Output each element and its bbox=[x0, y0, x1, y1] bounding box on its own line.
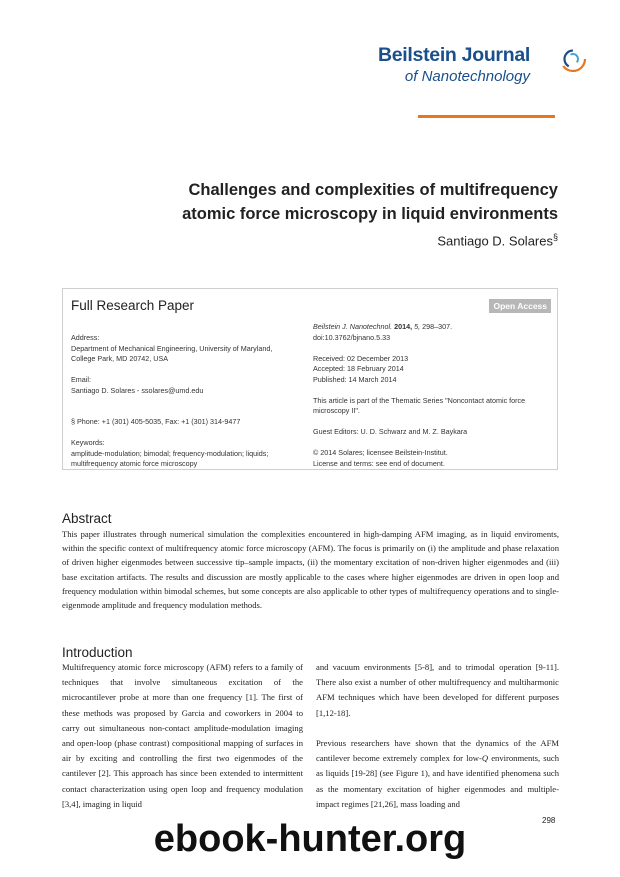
doi-link[interactable]: doi:10.3762/bjnano.5.33 bbox=[313, 332, 391, 342]
email-line[interactable]: Santiago D. Solares - ssolares@umd.edu bbox=[71, 385, 204, 395]
journal-title: Beilstein Journal bbox=[377, 44, 530, 66]
email-label: Email: bbox=[71, 375, 91, 384]
keywords-label: Keywords: bbox=[71, 438, 105, 447]
citation-volume: 5, bbox=[414, 322, 421, 331]
paper-type: Full Research Paper bbox=[71, 298, 195, 313]
intro-paragraph: Previous researchers have shown that the dynamics of the AFM cantilever become extremely complex for low-Q environments, such as liquids [19-28] (see Figure 1), and have identified phenomena such as the momentary excitation of higher eigenmodes and multiple-impact regimes [21,26], mass loading and bbox=[316, 738, 559, 809]
published-date: Published: 14 March 2014 bbox=[313, 374, 397, 384]
journal-subtitle: of Nanotechnology bbox=[404, 68, 530, 85]
license-line: License and terms: see end of document. bbox=[313, 458, 445, 468]
citation-year: 2014, bbox=[394, 322, 413, 331]
author-name: Santiago D. Solares bbox=[437, 233, 553, 249]
logo-swirl-icon bbox=[558, 44, 588, 74]
intro-right-column bbox=[316, 660, 559, 812]
abstract-heading: Abstract bbox=[62, 511, 112, 526]
address-line: College Park, MD 20742, USA bbox=[71, 354, 169, 363]
keywords-line: multifrequency atomic force microscopy bbox=[71, 459, 198, 468]
citation-pages: 298–307. bbox=[422, 322, 453, 331]
page-number: 298 bbox=[542, 816, 556, 825]
intro-paragraph: Multifrequency atomic force microscopy (AFM) refers to a family of techniques that involve simultaneous excitation of the microcantilever probe at more than one frequency [1]. The first of these methods was proposed by Garcia and coworkers in 2004 to carry out simultaneous non-contact amplitude-modulation imaging and open-loop (phase contrast) compositional mapping of surfaces in air by exciting and controlling the first two eigenmodes of the cantilever [2]. This approach has since been extended to intermittent contact characterization using open loop and frequency modulation [3,4], imaging in liquid bbox=[62, 662, 303, 809]
thematic-series-line: This article is part of the Thematic Series "Noncontact atomic force bbox=[313, 395, 526, 405]
copyright: © 2014 Solares; licensee Beilstein-Institut. bbox=[313, 448, 448, 457]
abstract-text: This paper illustrates through numerical simulation the complexities encountered in high-damping AFM imaging, as in liquid enviroments, within the specific context of multifrequency atomic force microscopy (AFM). The focus is primarily on (i) the amplitude and phase relaxation of driven higher eigenmodes between successive tip–sample impacts, (ii) the momentary excitation of non-driven higher eigenmodes and (iii) base excitation artifacts. The results and discussion are mostly applicable to the cases where higher eigenmodes are driven in open loop and frequency modulation within bimodal schemes, but some concepts are also applicable to other types of multifrequency operations and to single-eigenmode amplitude and frequency modulation methods. bbox=[62, 529, 559, 611]
thematic-series-line: microscopy II". bbox=[313, 406, 360, 415]
address-label: Address: bbox=[71, 333, 100, 342]
article-info-box bbox=[62, 288, 558, 470]
intro-paragraph: and vacuum environments [5-8], and to trimodal operation [9-11]. There also exist a number of other multifrequency and multiharmonic AFM techniques which have been developed for different purposes [1,12-18]. bbox=[316, 662, 559, 718]
address-line: Department of Mechanical Engineering, University of Maryland, bbox=[71, 343, 273, 353]
author-mark: § bbox=[552, 232, 558, 242]
watermark: ebook-hunter.org bbox=[153, 818, 467, 860]
intro-left-column bbox=[62, 660, 303, 812]
citation-journal: Beilstein J. Nanotechnol. bbox=[313, 322, 393, 331]
phone-line: § Phone: +1 (301) 405-5035, Fax: +1 (301) 314-9477 bbox=[71, 417, 241, 426]
guest-editors: Guest Editors: U. D. Schwarz and M. Z. Baykara bbox=[313, 427, 468, 436]
info-right-column bbox=[313, 322, 553, 469]
journal-logo bbox=[377, 44, 588, 124]
introduction-heading: Introduction bbox=[62, 645, 133, 660]
logo-underline bbox=[418, 115, 555, 118]
paper-title bbox=[118, 178, 558, 226]
received-date: Received: 02 December 2013 bbox=[313, 353, 409, 363]
paper-title-line1: Challenges and complexities of multifrequency bbox=[188, 181, 558, 199]
keywords-line: amplitude-modulation; bimodal; frequency-modulation; liquids; bbox=[71, 448, 269, 458]
citation bbox=[313, 322, 553, 333]
open-access-badge: Open Access bbox=[489, 299, 551, 313]
accepted-date: Accepted: 18 February 2014 bbox=[313, 364, 404, 373]
info-left-column bbox=[71, 333, 286, 470]
author bbox=[437, 232, 558, 248]
paper-title-line2: atomic force microscopy in liquid environments bbox=[182, 205, 558, 223]
